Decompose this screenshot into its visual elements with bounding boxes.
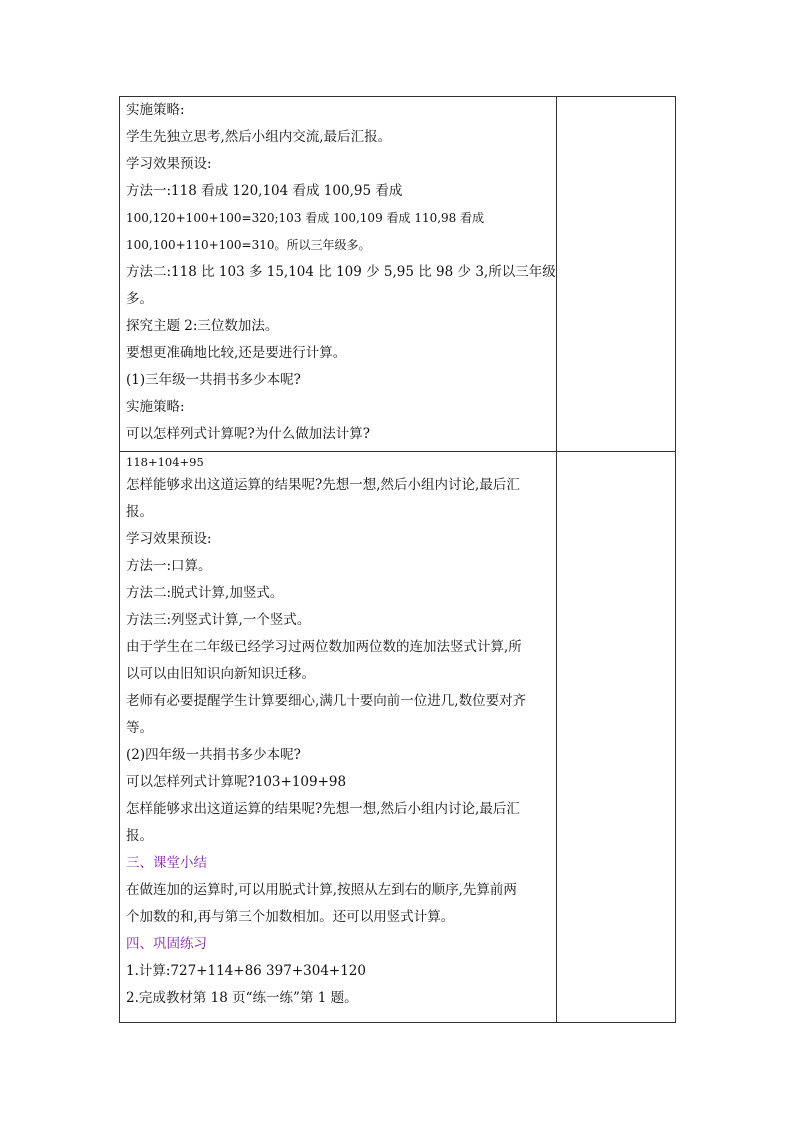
text-line: 在做连加的运算时,可以用脱式计算,按照从左到右的顺序,先算前两 [126, 882, 517, 898]
notes-cell [557, 97, 676, 452]
section-heading: 四、巩固练习 [126, 936, 207, 952]
text-line: 方法二:脱式计算,加竖式。 [126, 585, 284, 601]
table-row [120, 452, 676, 1023]
text-line: 可以怎样列式计算呢?103+109+98 [126, 774, 347, 790]
notes-cell [557, 452, 676, 1023]
section-heading: 三、课堂小结 [126, 855, 207, 871]
text-line: 等。 [126, 720, 153, 736]
lesson-plan-table [119, 96, 676, 1023]
text-line: 由于学生在二年级已经学习过两位数加两位数的连加法竖式计算,所 [126, 639, 522, 655]
text-line: (1)三年级一共捐书多少本呢? [126, 372, 301, 388]
text-line: 以可以由旧知识向新知识迁移。 [126, 666, 315, 682]
text-line: 多。 [126, 291, 153, 307]
text-line: 学生先独立思考,然后小组内交流,最后汇报。 [126, 129, 392, 145]
text-line: 方法三:列竖式计算,一个竖式。 [126, 612, 311, 628]
text-line: 2.完成教材第 18 页“练一练”第 1 题。 [126, 990, 358, 1006]
text-line: 118+104+95 [126, 455, 204, 469]
text-line: 个加数的和,再与第三个加数相加。还可以用竖式计算。 [126, 909, 455, 925]
text-line: 探究主题 2:三位数加法。 [126, 318, 279, 334]
text-line: 1.计算:727+114+86 397+304+120 [126, 963, 366, 979]
text-line: 怎样能够求出这道运算的结果呢?先想一想,然后小组内讨论,最后汇 [126, 477, 520, 493]
text-line: 方法二:118 比 103 多 15,104 比 109 少 5,95 比 98 少 3,所以三年级 [126, 264, 556, 280]
text-line: 实施策略: [126, 399, 185, 415]
text-line: 学习效果预设: [126, 156, 212, 172]
text-line: 100,120+100+100=320;103 看成 100,109 看成 110,98 看成 [126, 211, 485, 225]
text-line: 方法一:118 看成 120,104 看成 100,95 看成 [126, 183, 403, 199]
text-line: 报。 [126, 828, 153, 844]
content-cell [120, 97, 557, 452]
text-line: 实施策略: [126, 102, 185, 118]
text-line: 怎样能够求出这道运算的结果呢?先想一想,然后小组内讨论,最后汇 [126, 801, 520, 817]
text-line: 老师有必要提醒学生计算要细心,满几十要向前一位进几,数位要对齐 [126, 693, 527, 709]
text-line: 方法一:口算。 [126, 558, 212, 574]
content-cell [120, 452, 557, 1023]
text-line: 学习效果预设: [126, 531, 212, 547]
text-line: 可以怎样列式计算呢?为什么做加法计算? [126, 426, 370, 442]
table-row [120, 97, 676, 452]
text-line: 报。 [126, 504, 153, 520]
text-line: (2)四年级一共捐书多少本呢? [126, 747, 301, 763]
text-line: 要想更准确地比较,还是要进行计算。 [126, 345, 347, 361]
text-line: 100,100+110+100=310。所以三年级多。 [126, 238, 371, 252]
